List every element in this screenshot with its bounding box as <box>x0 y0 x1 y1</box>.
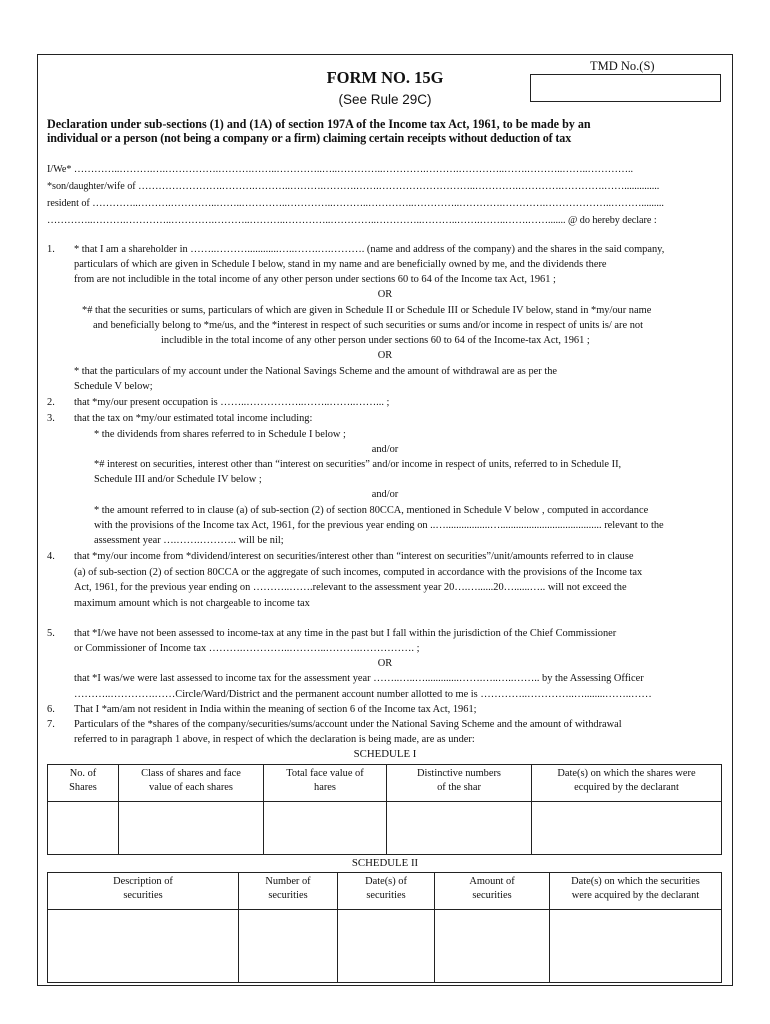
declaration-heading-line2: individual or a person (not being a company or a firm) claiming certain receipts without deduction of tax <box>47 131 572 145</box>
schedule-1-header-row <box>48 765 722 802</box>
item-line: Schedule III and/or Schedule IV below ; <box>94 474 262 485</box>
item-number: 2. <box>47 397 55 408</box>
item-line: * that the particulars of my account under the National Savings Scheme and the amount of withdrawal are as per the <box>74 366 558 377</box>
item-number: 6. <box>47 704 55 715</box>
schedule-1-cell[interactable] <box>48 802 119 855</box>
item-line: *# interest on securities, interest other than “interest on securities” and/or income in respect of units, referred to in Schedule II, <box>94 459 622 470</box>
item-line: or Commissioner of Income tax ……….…………..………..……….……………. ; <box>74 643 420 654</box>
schedule-1-col-dates: Date(s) on which the shares were ecquired by the declarant <box>532 765 722 802</box>
schedule-1-entry-row[interactable] <box>48 802 722 855</box>
item-line: and/or <box>371 489 399 500</box>
item-line: Particulars of the *shares of the company/securities/sums/account under the National Saving Scheme and the amount of withdrawal <box>74 719 622 730</box>
declaration-heading-line1: Declaration under sub-sections (1) and (1A) of section 197A of the Income tax Act, 1961, to be made by an <box>47 117 591 131</box>
schedule-2-cell[interactable] <box>48 910 239 983</box>
item-line: that *my/our income from *dividend/interest on securities/interest other than “interest on securities”/unit/amounts referred to in clause <box>74 551 634 562</box>
schedule-1-title: SCHEDULE I <box>353 748 417 760</box>
schedule-2-cell[interactable] <box>550 910 722 983</box>
schedule-1-table <box>47 764 722 855</box>
item-line: * that I am a shareholder in ……..………............…..…….….………. (name and address of the company) and the shares in the said company, <box>74 244 665 255</box>
item-line: OR <box>377 658 393 669</box>
schedule-2-col-acquired: Date(s) on which the securities were acquired by the declarant <box>550 873 722 910</box>
item-line: * the amount referred to in clause (a) of sub-section (2) of section 80CCA, mentioned in Schedule V below , computed in accordance <box>94 505 649 516</box>
item-line: and/or <box>371 444 399 455</box>
item-line: (a) of sub-section (2) of section 80CCA or the aggregate of such incomes, computed in accordance with the provisions of the Income tax <box>74 567 643 578</box>
schedule-2-title: SCHEDULE II <box>351 857 419 869</box>
item-line: and beneficially belong to *me/us, and the *interest in respect of such securities or sums and/or income in respect of units is/ are not <box>93 320 643 331</box>
item-line: that the tax on *my/our estimated total income including: <box>74 413 313 424</box>
schedule-2-cell[interactable] <box>435 910 550 983</box>
schedule-2-col-description: Description of securities <box>48 873 239 910</box>
schedule-2-cell[interactable] <box>338 910 435 983</box>
schedule-2-cell[interactable] <box>239 910 338 983</box>
item-line: That I *am/am not resident in India within the meaning of section 6 of the Income tax Act, 1961; <box>74 704 477 715</box>
schedule-1-cell[interactable] <box>119 802 264 855</box>
form-title: FORM NO. 15G <box>326 68 444 87</box>
item-line: ………..………….……Circle/Ward/District and the permanent account number allotted to me is …………..…………..…........……..…… <box>74 689 652 700</box>
item-line: that *I/we have not been assessed to income-tax at any time in the past but I fall within the jurisdiction of the Chief Commissioner <box>74 628 617 639</box>
schedule-2-table <box>47 872 722 983</box>
schedule-1-col-class: Class of shares and face value of each shares <box>119 765 264 802</box>
schedule-2-entry-row[interactable] <box>48 910 722 983</box>
name-field[interactable]: I/We* …………..……….….…………….……….……..…………..…..…………..………….……….…………..…….………..……..………….. <box>47 164 634 175</box>
item-line: OR <box>377 289 393 300</box>
item-line: maximum amount which is not chargeable to income tax <box>74 598 310 609</box>
schedule-1-cell[interactable] <box>264 802 387 855</box>
schedule-1-col-face-value: Total face value of hares <box>264 765 387 802</box>
schedule-1-cell[interactable] <box>532 802 722 855</box>
schedule-2-col-number: Number of securities <box>239 873 338 910</box>
item-line: that *I was/we were last assessed to income tax for the assessment year ……..…..….............…….…..…..…….. by the Assessing Officer <box>74 673 644 684</box>
item-line: Schedule V below; <box>74 381 153 392</box>
resident-field[interactable]: resident of …………..……….…………..……..…………..…………..………..…………..…………..………….………….………………..………......... <box>47 198 664 209</box>
item-number: 4. <box>47 551 55 562</box>
item-line: that *my/our present occupation is ……..……………..……..……..……... ; <box>74 397 390 408</box>
item-line: particulars of which are given in Schedule I below, stand in my name and are beneficially owned by me, and the dividends there <box>74 259 607 270</box>
address-field[interactable]: …………..……….…………..………….………..………..…………..…………..…………..………..…….……..…….……....... @ do hereby declare : <box>47 215 657 226</box>
item-line: Act, 1961, for the previous year ending on ………..…….relevant to the assessment year 20….…......20…......….. will not exceed the <box>74 582 627 593</box>
schedule-1-col-shares: No. of Shares <box>48 765 119 802</box>
schedule-2-col-amount: Amount of securities <box>435 873 550 910</box>
item-number: 5. <box>47 628 55 639</box>
rule-reference: (See Rule 29C) <box>338 92 432 107</box>
schedule-1-col-distinctive: Distinctive numbers of the shar <box>387 765 532 802</box>
tmd-label: TMD No.(S) <box>590 59 655 73</box>
item-line: * the dividends from shares referred to in Schedule I below ; <box>94 429 346 440</box>
schedule-2-header-row <box>48 873 722 910</box>
item-number: 3. <box>47 413 55 424</box>
item-line: from are not includible in the total income of any other person under sections 60 to 64 of the Income tax Act, 1961 ; <box>74 274 556 285</box>
item-line: referred to in paragraph 1 above, in respect of which the declaration is being made, are as under: <box>74 734 475 745</box>
item-line: *# that the securities or sums, particulars of which are given in Schedule II or Schedule III or Schedule IV below, stand in *my/our name <box>82 305 652 316</box>
item-line: with the provisions of the Income tax Act, 1961, for the previous year ending on ..….................…....................................... relevant to the <box>94 520 664 531</box>
schedule-2-col-dates: Date(s) of securities <box>338 873 435 910</box>
item-number: 1. <box>47 244 55 255</box>
item-number: 7. <box>47 719 55 730</box>
item-line: assessment year ….…….……….. will be nil; <box>94 535 284 546</box>
schedule-1-cell[interactable] <box>387 802 532 855</box>
item-line: OR <box>377 350 393 361</box>
item-line: includible in the total income of any other person under sections 60 to 64 of the Income-tax Act, 1961 ; <box>161 335 590 346</box>
relation-field[interactable]: *son/daughter/wife of …………………….……….………..……….……….…….………………………..………….………….………….…….............. <box>47 181 660 192</box>
